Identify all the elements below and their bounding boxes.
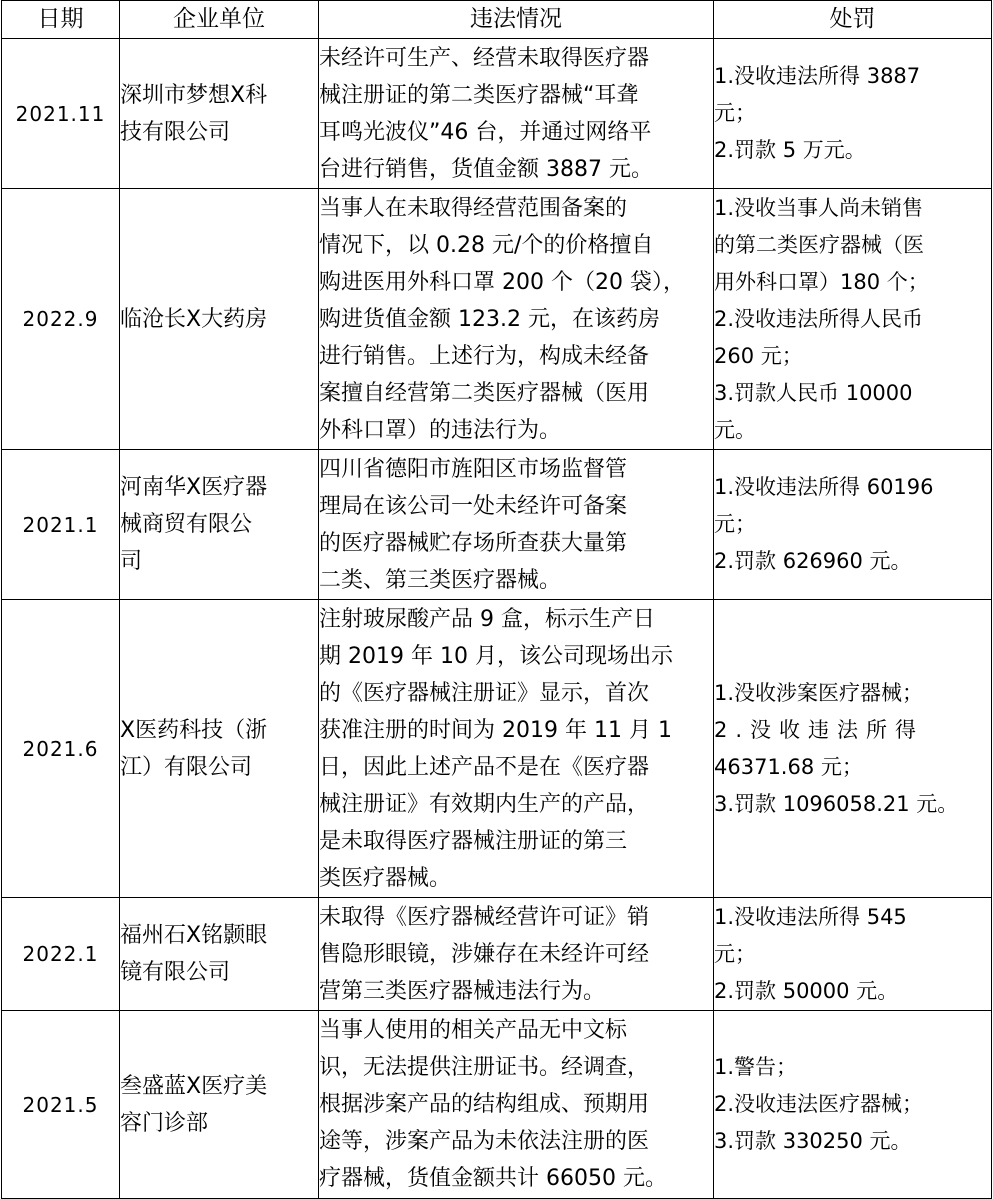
penalty-line: 元； [714,941,756,966]
company-line: 镜有限公司 [120,960,231,985]
violation-line: 情况下，以 0.28 元/个的价格擅自 [319,232,654,258]
company-line: 叁盛蓝X医疗美 [120,1073,268,1099]
company-cell [120,39,319,189]
date-cell: 2021.6 [2,600,120,898]
violation-line: 类医疗器械。 [319,865,452,891]
penalty-line: 元； [714,512,756,536]
violation-line: 理局在该公司一处未经许可备案 [319,493,628,519]
violation-cell [319,600,714,898]
violation-line: 耳鸣光波仪”46 台，并通过网络平 [319,119,652,145]
penalty-line: 用外科口罩）180 个； [714,269,929,294]
table-header-row [2,1,992,39]
penalty-line: 2.没收违法所得 [714,717,925,742]
violation-cell [319,898,714,1011]
penalty-line: 的第二类医疗器械（医 [714,232,924,257]
table-row [2,600,992,898]
penalty-line: 2.没收违法所得人民币 [714,306,924,331]
penalty-cell [714,1011,992,1199]
table-row [2,450,992,600]
company-cell [120,898,319,1011]
date-cell: 2022.9 [2,189,120,450]
violation-line: 案擅自经营第二类医疗器械（医用 [319,380,650,406]
penalty-line: 2.罚款 626960 元。 [714,549,912,573]
table-row [2,189,992,450]
company-line: 临沧长X大药房 [120,306,268,332]
penalty-line: 2.没收违法医疗器械； [714,1092,924,1116]
penalty-line: 元。 [714,417,756,442]
violation-line: 途等，涉案产品为未依法注册的医 [319,1129,650,1154]
header-violation: 违法情况 [319,1,714,39]
violation-line: 械注册证》有效期内生产的产品， [319,791,650,817]
company-cell [120,450,319,600]
penalty-line: 46371.68 元； [714,754,863,779]
violation-line: 注射玻尿酸产品 9 盒，标示生产日 [319,606,655,632]
company-line: 江）有限公司 [120,754,253,780]
company-cell [120,189,319,450]
violation-line: 的《医疗器械注册证》显示，首次 [319,680,650,706]
violation-line: 未经许可生产、经营未取得医疗器 [319,45,650,71]
violation-line: 购进货值金额 123.2 元，在该药房 [319,306,660,332]
enforcement-table [1,0,992,1199]
penalty-line: 2.罚款 50000 元。 [714,978,899,1003]
violation-line: 疗器械，货值金额共计 66050 元。 [319,1166,667,1191]
penalty-line: 2.罚款 5 万元。 [714,138,866,162]
date-cell: 2021.1 [2,450,120,600]
penalty-cell [714,600,992,898]
date-cell: 2021.11 [2,39,120,189]
company-line: 技有限公司 [120,119,231,145]
date-cell: 2022.1 [2,898,120,1011]
company-line: 械商贸有限公 [120,512,253,537]
company-cell [120,1011,319,1199]
company-line: 河南华X医疗器 [120,475,268,500]
penalty-line: 3.罚款 1096058.21 元。 [714,791,959,816]
violation-cell [319,189,714,450]
violation-line: 是未取得医疗器械注册证的第三 [319,828,628,854]
penalty-line: 1.没收违法所得 545 [714,904,907,929]
penalty-line: 1.没收违法所得 3887 [714,64,921,88]
violation-line: 识，无法提供注册证书。经调查， [319,1055,650,1080]
violation-cell [319,1011,714,1199]
penalty-cell [714,39,992,189]
penalty-line: 1.警告； [714,1055,798,1079]
violation-cell [319,39,714,189]
table-row [2,1011,992,1199]
penalty-cell [714,450,992,600]
violation-line: 营第三类医疗器械违法行为。 [319,978,606,1004]
violation-line: 四川省德阳市旌阳区市场监督管 [319,456,628,482]
company-line: 司 [120,549,143,574]
company-line: 容门诊部 [120,1110,209,1136]
violation-line: 进行销售。上述行为，构成未经备 [319,343,650,369]
violation-line: 外科口罩）的违法行为。 [319,417,562,443]
company-line: X医药科技（浙 [120,717,268,743]
header-company: 企业单位 [120,1,319,39]
penalty-line: 1.没收违法所得 60196 [714,475,934,499]
penalty-line: 3.罚款人民币 10000 [714,380,913,405]
penalty-line: 260 元； [714,343,803,368]
violation-line: 日，因此上述产品不是在《医疗器 [319,754,650,780]
violation-line: 二类、第三类医疗器械。 [319,567,562,593]
violation-line: 根据涉案产品的结构组成、预期用 [319,1092,650,1117]
violation-line: 当事人使用的相关产品无中文标 [319,1018,628,1043]
penalty-line: 1.没收涉案医疗器械； [714,680,924,705]
penalty-cell [714,189,992,450]
company-cell [120,600,319,898]
table-row [2,898,992,1011]
violation-line: 械注册证的第二类医疗器械“耳聋 [319,82,639,108]
company-line: 深圳市梦想X科 [120,82,268,108]
penalty-line: 元； [714,101,756,125]
violation-line: 的医疗器械贮存场所查获大量第 [319,530,628,556]
violation-line: 获准注册的时间为 2019 年 11 月 1 [319,717,672,743]
violation-line: 购进医用外科口罩 200 个（20 袋）， [319,269,685,295]
violation-line: 当事人在未取得经营范围备案的 [319,195,628,221]
violation-cell [319,450,714,600]
violation-line: 未取得《医疗器械经营许可证》销 [319,904,650,930]
penalty-line: 1.没收当事人尚未销售 [714,195,924,220]
violation-line: 售隐形眼镜，涉嫌存在未经许可经 [319,941,650,967]
penalty-line: 3.罚款 330250 元。 [714,1129,912,1153]
header-date: 日期 [2,1,120,39]
violation-line: 期 2019 年 10 月，该公司现场出示 [319,643,673,669]
company-line: 福州石X铭颢眼 [120,923,268,948]
date-cell: 2021.5 [2,1011,120,1199]
penalty-cell [714,898,992,1011]
table-row [2,39,992,189]
violation-line: 台进行销售，货值金额 3887 元。 [319,156,653,182]
header-penalty: 处罚 [714,1,992,39]
